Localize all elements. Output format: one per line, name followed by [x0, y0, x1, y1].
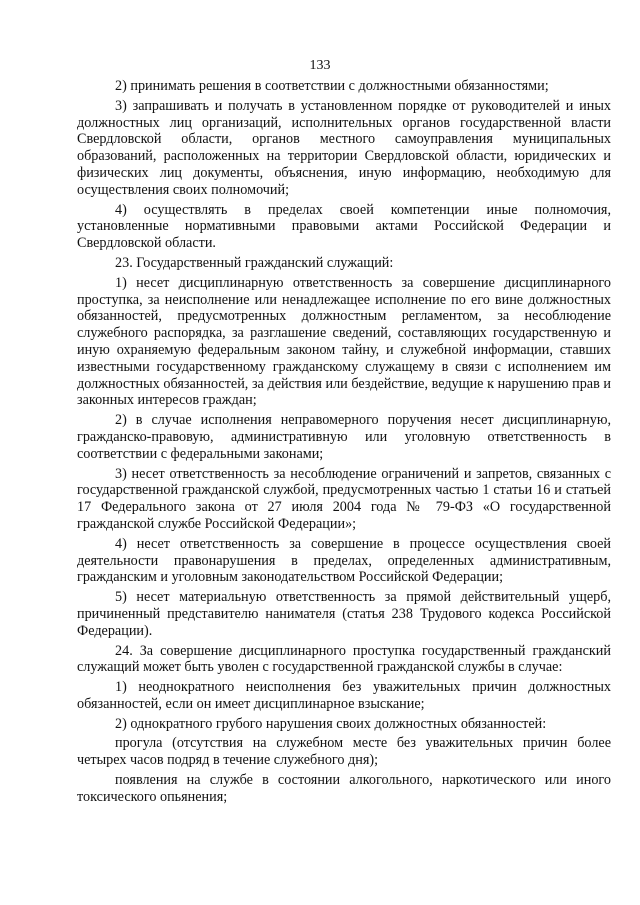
- paragraph-item-3: 3) запрашивать и получать в установленном порядке от руководителей и иных должностных лиц организаций, исполнительных органов государственной власти Свердловской области, органов местного самоуправления муниципальных образований, расположенных на территории Свердловской области, юридических и физических лиц документы, объяснения, иную информацию, необходимую для осуществления своих полномочий;: [77, 97, 611, 198]
- document-body: [77, 78, 611, 809]
- paragraph-24-item-2: 2) однократного грубого нарушения своих должностных обязанностей:: [115, 715, 547, 732]
- paragraph-24-item-1: 1) неоднократного неисполнения без уважительных причин должностных обязанностей, если он имеет дисциплинарное взыскание;: [77, 679, 611, 712]
- paragraph-item-2: 2) принимать решения в соответствии с должностными обязанностями;: [115, 78, 549, 94]
- paragraph-item-4: 4) осуществлять в пределах своей компетенции иные полномочия, установленные нормативными правовыми актами Российской Федерации и Свердловской области.: [77, 201, 611, 252]
- section-23-heading: 23. Государственный гражданский служащий:: [115, 254, 394, 271]
- section-24-heading: 24. За совершение дисциплинарного проступка государственный гражданский служащий может быть уволен с государственной гражданской службы в случае:: [77, 642, 611, 676]
- paragraph-23-item-1: 1) несет дисциплинарную ответственность за совершение дисциплинарного проступка, за неисполнение или ненадлежащее исполнение по его вине должностных обязанностей, предусмотренных должностным регламентом, за несоблюдение служебного распорядка, за разглашение сведений, составляющих государственную и иную охраняемую федеральным законом тайну, и служебной информации, ставших известными государственному гражданскому служащему в связи с исполнением им должностных обязанностей, за действия или бездействие, ведущие к нарушению прав и законных интересов граждан;: [77, 274, 611, 409]
- page-number: 133: [309, 58, 331, 73]
- paragraph-23-item-5: 5) несет материальную ответственность за прямой действительный ущерб, причиненный представителю нанимателя (статья 238 Трудового кодекса Российской Федерации).: [77, 589, 611, 639]
- paragraph-23-item-4: 4) несет ответственность за совершение в процессе осуществления своей деятельности правонарушения в пределах, определенных административным, гражданским и уголовным законодательством Российской Федерации;: [77, 535, 611, 586]
- paragraph-23-item-2: 2) в случае исполнения неправомерного поручения несет дисциплинарную, гражданско-правовую, административную или уголовную ответственность в соответствии с федеральными законами;: [77, 412, 611, 462]
- paragraph-24-subitem-intoxication: появления на службе в состоянии алкогольного, наркотического или иного токсического опьянения;: [77, 772, 611, 805]
- paragraph-23-item-3: 3) несет ответственность за несоблюдение ограничений и запретов, связанных с государственной гражданской службой, предусмотренных частью 1 статьи 16 и статьей 17 Федерального закона от 27 июля 2004 года № 79-ФЗ «О государственной гражданской службе Российской Федерации»;: [77, 465, 611, 532]
- paragraph-24-subitem-truancy: прогула (отсутствия на служебном месте без уважительных причин более четырех часов подряд в течение служебного дня);: [77, 735, 611, 769]
